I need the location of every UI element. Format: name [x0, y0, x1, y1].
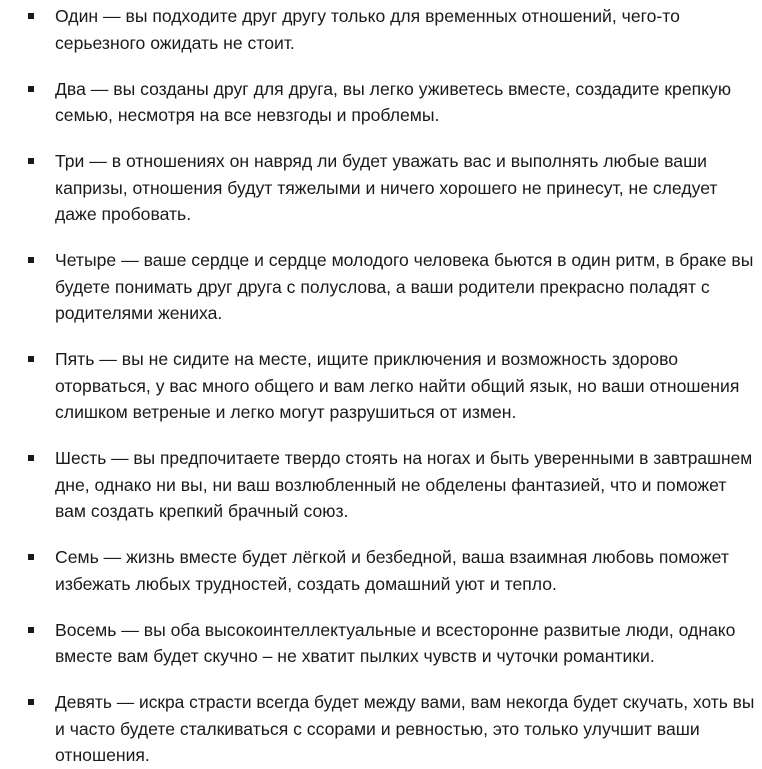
list-item-text-line: и часто будете сталкиваться с ссорами и ревностью, это только улучшит ваши	[55, 718, 700, 739]
numerology-list	[28, 3, 754, 769]
list-item-text-line: Девять — искра страсти всегда будет между вами, вам некогда будет скучать, хоть вы	[55, 692, 755, 712]
list-item-text-line: Шесть — вы предпочитаете твердо стоять на ногах и быть уверенными в завтрашнем	[55, 448, 753, 468]
list-item-text-line: избежать любых трудностей, создать домашний уют и тепло.	[55, 573, 557, 594]
list-item-text-line: отношения.	[55, 745, 150, 765]
list-item-four	[28, 247, 755, 327]
list-item-text-line: вам создать крепкий брачный союз.	[55, 501, 349, 521]
square-bullet-icon	[28, 257, 34, 263]
list-item-text-line: дне, однако ни вы, ни ваш возлюбленный не обделены фантазией, что и поможет	[55, 474, 727, 495]
list-item-text-line: Один — вы подходите друг другу только для временных отношений, чего-то	[55, 6, 680, 26]
list-item-one	[28, 3, 755, 56]
list-item-text-line: даже пробовать.	[55, 204, 192, 224]
list-item-six	[28, 445, 755, 525]
list-item-text-line: капризы, отношения будут тяжелыми и ничего хорошего не принесут, не следует	[55, 177, 718, 198]
square-bullet-icon	[28, 699, 34, 705]
list-item-five	[28, 346, 755, 426]
list-item-text-line: Пять — вы не сидите на месте, ищите приключения и возможность здорово	[55, 349, 679, 369]
square-bullet-icon	[28, 86, 34, 92]
list-item-text-line: Три — в отношениях он навряд ли будет уважать вас и выполнять любые ваши	[55, 151, 708, 171]
list-item-text-line: Два — вы созданы друг для друга, вы легко уживетесь вместе, создадите крепкую	[55, 78, 732, 99]
list-item-text-line: вместе вам будет скучно – не хватит пылких чувств и чуточки романтики.	[55, 646, 655, 666]
square-bullet-icon	[28, 13, 34, 19]
list-item-text-line: будете понимать друг друга с полуслова, а ваши родители прекрасно поладят с	[55, 276, 710, 297]
list-item-text-line: слишком ветреные и легко могут разрушиться от измен.	[55, 402, 517, 422]
square-bullet-icon	[28, 455, 34, 461]
list-item-text-line: Восемь — вы оба высокоинтеллектуальные и всесторонне развитые люди, однако	[55, 619, 736, 640]
list-item-eight	[28, 617, 755, 670]
list-item-nine	[28, 689, 755, 769]
list-item-text-line: родителями жениха.	[55, 303, 223, 323]
square-bullet-icon	[28, 158, 34, 164]
list-item-two	[28, 76, 755, 129]
square-bullet-icon	[28, 356, 34, 362]
list-item-text-line: Семь — жизнь вместе будет лёгкой и безбедной, ваша взаимная любовь поможет	[55, 547, 729, 567]
list-item-text-line: оторваться, у вас много общего и вам легко найти общий язык, но ваши отношения	[55, 375, 740, 396]
list-item-text-line: Четыре — ваше сердце и сердце молодого человека бьются в один ритм, в браке вы	[55, 250, 754, 270]
list-item-three	[28, 148, 755, 228]
list-item-text-line: серьезного ожидать не стоит.	[55, 32, 295, 53]
list-item-seven	[28, 544, 755, 597]
square-bullet-icon	[28, 554, 34, 560]
list-item-text-line: семью, несмотря на все невзгоды и проблемы.	[55, 105, 440, 125]
square-bullet-icon	[28, 627, 34, 633]
